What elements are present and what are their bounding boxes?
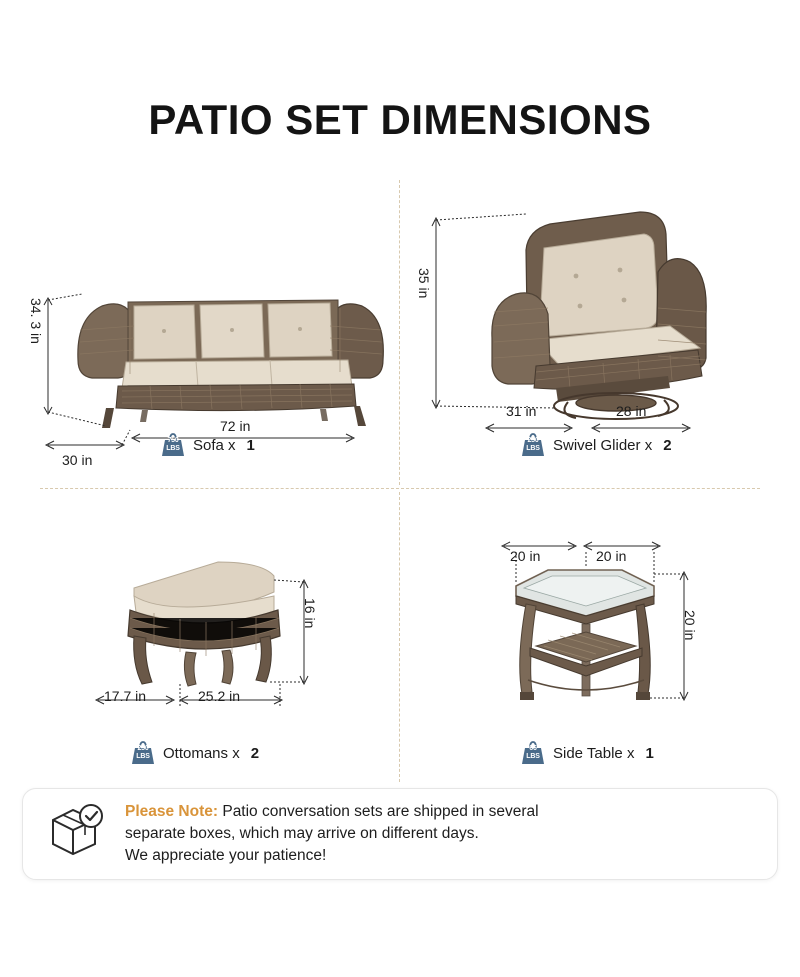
ottoman-depth-dim: 17.7 in — [104, 688, 147, 704]
glider-height-dim: 35 in — [416, 268, 432, 299]
glider-width-dim: 28 in — [616, 403, 647, 419]
sofa-height-dim: 34. 3 in — [28, 298, 44, 344]
note-line1: Patio conversation sets are shipped in several — [218, 803, 539, 820]
sofa-label: Sofa x — [193, 436, 236, 454]
divider-vertical-bottom — [399, 492, 400, 782]
side-table-width-dim: 20 in — [596, 548, 627, 564]
weight-unit: LBS — [526, 445, 540, 452]
swivel-glider-qty: 2 — [663, 436, 672, 454]
sofa-qty: 1 — [246, 436, 255, 454]
weight-unit: LBS — [166, 445, 180, 452]
swivel-glider-caption — [520, 432, 672, 458]
ottoman-qty: 2 — [250, 744, 260, 762]
side-table-diagram — [408, 500, 773, 780]
weight-unit: LBS — [136, 753, 150, 760]
divider-vertical-top — [399, 180, 400, 485]
side-table-caption — [520, 740, 654, 766]
ottoman-width-dim: 25.2 in — [198, 688, 241, 704]
weight-icon — [160, 432, 186, 458]
side-table-label: Side Table x — [553, 744, 635, 762]
ottoman-label: Ottomans x — [163, 744, 240, 762]
shipping-note-text — [125, 801, 539, 867]
ottoman-diagram — [30, 500, 395, 780]
sofa-width-dim: 72 in — [220, 418, 251, 434]
ottoman-height-dim: 16 in — [302, 598, 318, 629]
package-check-icon — [45, 802, 107, 867]
side-table-depth-dim: 20 in — [510, 548, 541, 564]
swivel-glider-label: Swivel Glider x — [553, 436, 653, 454]
shipping-note — [22, 788, 778, 880]
weight-unit: LBS — [526, 753, 540, 760]
page-title: PATIO SET DIMENSIONS — [148, 96, 652, 143]
note-line2: separate boxes, which may arrive on different days. — [125, 825, 479, 842]
weight-icon — [520, 432, 546, 458]
weight-icon — [130, 740, 156, 766]
note-lead: Please Note: — [125, 803, 219, 820]
side-table-qty: 1 — [645, 744, 654, 762]
weight-value: 250 — [137, 745, 149, 752]
note-line3: We appreciate your patience! — [125, 847, 327, 864]
ottoman-caption — [130, 740, 259, 766]
divider-horizontal — [40, 488, 760, 489]
sofa-depth-dim: 30 in — [62, 452, 93, 468]
glider-depth-dim: 31 in — [506, 403, 537, 419]
sofa-caption — [160, 432, 255, 458]
weight-value: 250 — [527, 437, 539, 444]
weight-value: 66 — [529, 745, 537, 752]
side-table-height-dim: 20 in — [682, 610, 698, 641]
weight-icon — [520, 740, 546, 766]
weight-value: 750 — [167, 437, 179, 444]
